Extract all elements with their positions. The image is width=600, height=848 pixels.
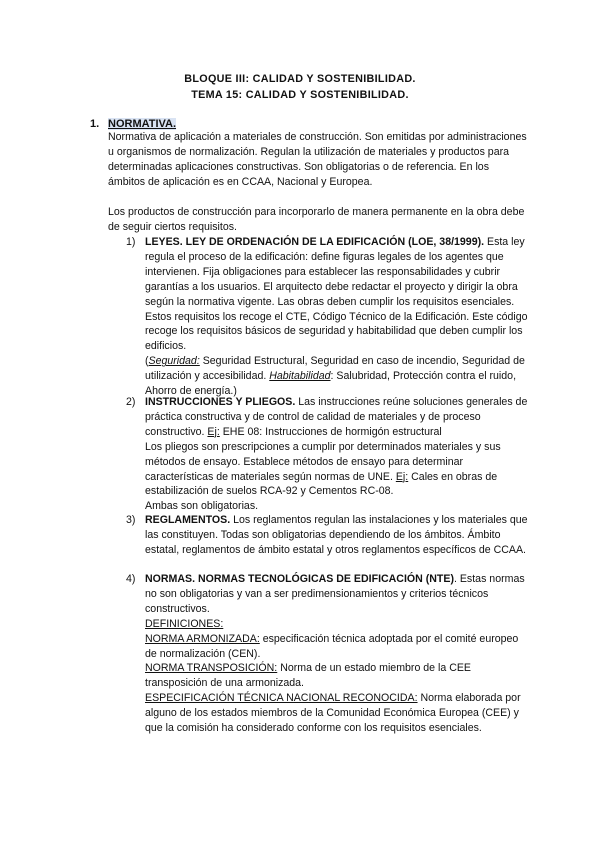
example-text: Cales en obras de estabilización de suelos RCA-92 y Cementos RC-08.	[145, 470, 498, 498]
intro-paragraph-1: Normativa de aplicación a materiales de construcción. Son emitidas por administraciones u organismos de normalización. Regulan la utilización de materiales y productos para determinadas aplicaciones constructivas. Son obligatorias o de referencia. En los ámbitos de aplicación es en CCAA, Nacional y Europea.	[108, 131, 527, 188]
definition-text: especificación técnica adoptada por el comité europeo de normalización (CEN).	[145, 632, 519, 660]
item-text: Esta ley regula el proceso de la edificación: define figuras legales de los agentes que intervienen. Fija obligaciones para establecer las responsabilidades y cubrir garantías a los usuarios. El arquitecto debe redactar el proyecto y dirigir la obra según la normativa vigente. Las obras deben cumplir los requisitos esenciales. Estos requisitos los recoge el CTE, Código Técnico de la Edificación. Este código recoge los requisitos básicos de seguridad y habitabilidad que deben cumplir los edificios.	[145, 236, 528, 353]
paren: (	[145, 355, 149, 368]
seguridad-label: Seguridad:	[148, 355, 200, 368]
definition-label: ESPECIFICACIÓN TÉCNICA NACIONAL RECONOCIDA:	[145, 692, 418, 705]
intro-paragraph-2: Los productos de construcción para incorporarlo de manera permanente en la obra debe de seguir ciertos requisitos.	[108, 206, 525, 233]
item-body	[145, 513, 532, 558]
item-heading: LEYES. LEY DE ORDENACIÓN DE LA EDIFICACIÓN (LOE, 38/1999).	[145, 236, 485, 248]
item-body-3: Ambas son obligatorias.	[145, 500, 259, 513]
item-heading: NORMAS. NORMAS TECNOLÓGICAS DE EDIFICACIÓN (NTE)	[145, 573, 454, 585]
block-title: BLOQUE III: CALIDAD Y SOSTENIBILIDAD.	[184, 73, 416, 85]
item-text: Los reglamentos regulan las instalaciones y los materiales que las constituyen. Todas son obligatorias dependiendo de los ámbitos. Ámbito estatal, reglamentos de ámbito estatal y otros reglamentos específicos de CCAA.	[145, 514, 528, 556]
item-number: 3)	[126, 514, 136, 526]
definition-text: Norma elaborada por alguno de los estados miembros de la Comunidad Económica Europea (CEE) y que la comisión ha considerado conforme con los requisitos esenciales.	[145, 692, 521, 735]
section-number: 1.	[90, 118, 100, 130]
definition-1	[145, 632, 532, 662]
item-text: Los pliegos son prescripciones a cumplir por determinados materiales y sus métodos de ensayo. Establece métodos de ensayo para determinar características de materiales según normas de UNE.	[145, 440, 501, 483]
item-number: 4)	[126, 573, 136, 585]
item-note	[145, 354, 532, 399]
topic-title: TEMA 15: CALIDAD Y SOSTENIBILIDAD.	[191, 89, 409, 101]
definitions-heading: DEFINICIONES:	[145, 617, 224, 630]
item-number: 1)	[126, 236, 136, 248]
list-item-reglamentos	[126, 513, 532, 558]
item-number: 2)	[126, 396, 136, 408]
habitabilidad-text: : Salubridad, Protección contra el ruido, Ahorro de energía.)	[145, 370, 517, 398]
item-text: Las instrucciones reúne soluciones generales de práctica constructiva y de control de calidad de materiales y de proceso constructivo.	[145, 396, 528, 438]
definition-2	[145, 661, 532, 691]
item-body	[145, 395, 532, 440]
item-text: . Estas normas no son obligatorias y van a ser predimensionamientos y criterios técnicos constructivos.	[145, 573, 525, 615]
example-label: Ej:	[395, 470, 409, 483]
item-body-2	[145, 440, 532, 500]
seguridad-text: Seguridad Estructural, Seguridad en caso de incendio, Seguridad de utilización y accesibilidad.	[145, 355, 525, 383]
list-item-leyes	[126, 235, 532, 399]
item-body	[145, 235, 532, 354]
list-item-instrucciones	[126, 395, 532, 514]
definition-label: NORMA TRANSPOSICIÓN:	[145, 662, 278, 675]
item-body	[145, 572, 532, 617]
item-heading: INSTRUCCIONES Y PLIEGOS.	[145, 396, 296, 408]
section-title: NORMATIVA.	[108, 118, 177, 130]
definition-3	[145, 691, 532, 736]
habitabilidad-label: Habitabilidad	[269, 370, 331, 383]
list-item-normas	[126, 572, 532, 736]
definition-text: Norma de un estado miembro de la CEE transposición de una armonizada.	[145, 662, 471, 690]
example-label: Ej:	[207, 425, 220, 438]
item-heading: REGLAMENTOS.	[145, 514, 231, 526]
definition-label: NORMA ARMONIZADA:	[145, 632, 260, 645]
example-text: EHE 08: Instrucciones de hormigón estructural	[219, 425, 442, 438]
